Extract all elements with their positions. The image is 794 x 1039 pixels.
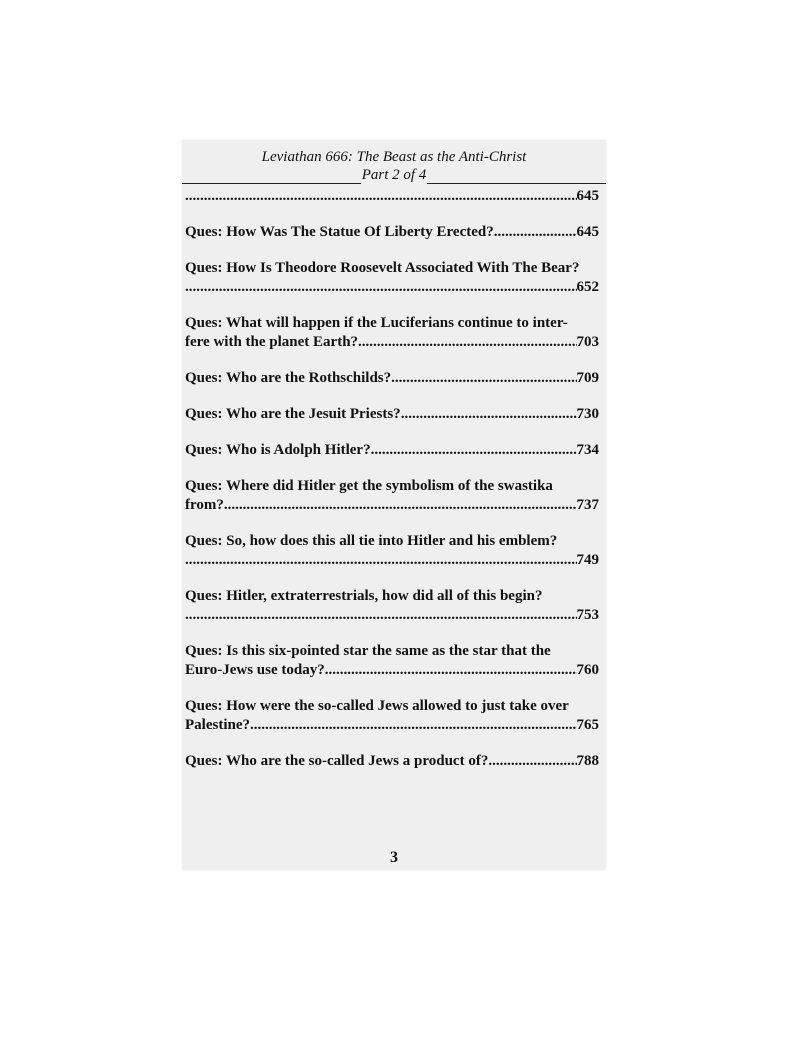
toc-entry [185, 405, 599, 424]
toc-entry-question-line: Ques: Where did Hitler get the symbolism of the swastika [185, 478, 553, 494]
toc-entry-question: Palestine? [185, 717, 250, 733]
toc-entry-question: Ques: Who are the Jesuit Priests? [185, 406, 401, 422]
dot-leader [224, 496, 577, 515]
toc-entry-leader-line [185, 716, 599, 735]
page-number: 3 [390, 849, 398, 866]
toc-entry [185, 642, 599, 680]
toc-entry-page-number: 753 [576, 607, 599, 623]
toc-entry-page-number: 749 [576, 552, 599, 568]
toc-entry-question: Ques: How Was The Statue Of Liberty Erected? [185, 224, 494, 240]
toc-entry-page-number: 645 [576, 188, 599, 204]
dot-leader [371, 441, 577, 460]
toc-entry-page-number: 645 [576, 224, 599, 240]
header-rule-right [427, 169, 606, 184]
toc-entry-question-line: Ques: Is this six-pointed star the same as the star that the [185, 643, 551, 659]
toc-entry-leader-line [185, 606, 599, 625]
toc-entry-question: from? [185, 497, 224, 513]
toc-entry-leader-line [185, 551, 599, 570]
toc-entry-question-line: Ques: Hitler, extraterrestrials, how did all of this begin? [185, 588, 543, 604]
toc-entry-page-number: 703 [576, 334, 599, 350]
header-title: Leviathan 666: The Beast as the Anti-Christ [261, 149, 527, 165]
header-subtitle-row [182, 166, 606, 184]
toc-entry-leader-line [185, 369, 599, 388]
toc-entry [185, 441, 599, 460]
toc-entry-question: fere with the planet Earth? [185, 334, 359, 350]
header-subtitle: Part 2 of 4 [361, 167, 427, 183]
toc-entry-page-number: 709 [576, 370, 599, 386]
toc-entry-question-line: Ques: What will happen if the Luciferians continue to inter- [185, 315, 568, 331]
dot-leader [250, 716, 577, 735]
dot-leader [358, 333, 576, 352]
toc-entry-page-number: 652 [576, 279, 599, 295]
toc-entry [185, 314, 599, 352]
header-rule-left [182, 169, 361, 184]
toc-entry-question-line: Ques: How were the so-called Jews allowed to just take over [185, 698, 569, 714]
toc-entry-page-number: 730 [576, 406, 599, 422]
toc-entry-page-number: 734 [576, 442, 599, 458]
toc-entry-question: Ques: Who are the so-called Jews a product of? [185, 753, 489, 769]
toc-entry-question: Ques: Who is Adolph Hitler? [185, 442, 371, 458]
dot-leader [401, 405, 577, 424]
dot-leader [185, 278, 577, 297]
running-header [182, 148, 606, 184]
dot-leader [185, 551, 577, 570]
toc-entry [185, 369, 599, 388]
toc-entry [185, 477, 599, 515]
toc-entry-leader-line [185, 405, 599, 424]
toc-entry [185, 532, 599, 570]
toc-entry-page-number: 788 [576, 753, 599, 769]
toc-entry-leader-line [185, 278, 599, 297]
dot-leader [325, 661, 577, 680]
toc-entry [185, 697, 599, 735]
toc-entry-leader-line [185, 187, 599, 206]
dot-leader [488, 752, 576, 771]
toc-entry-leader-line [185, 752, 599, 771]
toc-entry [185, 752, 599, 771]
toc-entry-question-line: Ques: So, how does this all tie into Hitler and his emblem? [185, 533, 558, 549]
book-page [182, 140, 606, 870]
toc-entry-leader-line [185, 223, 599, 242]
toc-entry-leader-line [185, 441, 599, 460]
toc-entry-question: Euro-Jews use today? [185, 662, 325, 678]
toc-entry-leader-line [185, 333, 599, 352]
toc-entry [185, 259, 599, 297]
toc-entry-leader-line [185, 496, 599, 515]
toc-entry-page-number: 765 [576, 717, 599, 733]
toc-entry-question-line: Ques: How Is Theodore Roosevelt Associated With The Bear? [185, 260, 580, 276]
table-of-contents [185, 187, 599, 788]
toc-entry [185, 223, 599, 242]
dot-leader [185, 606, 577, 625]
toc-entry [185, 587, 599, 625]
toc-entry-page-number: 737 [576, 497, 599, 513]
toc-entry [185, 187, 599, 206]
toc-entry-leader-line [185, 661, 599, 680]
toc-entry-page-number: 760 [576, 662, 599, 678]
dot-leader [185, 187, 577, 206]
toc-entry-question: Ques: Who are the Rothschilds? [185, 370, 392, 386]
dot-leader [494, 223, 577, 242]
dot-leader [391, 369, 576, 388]
